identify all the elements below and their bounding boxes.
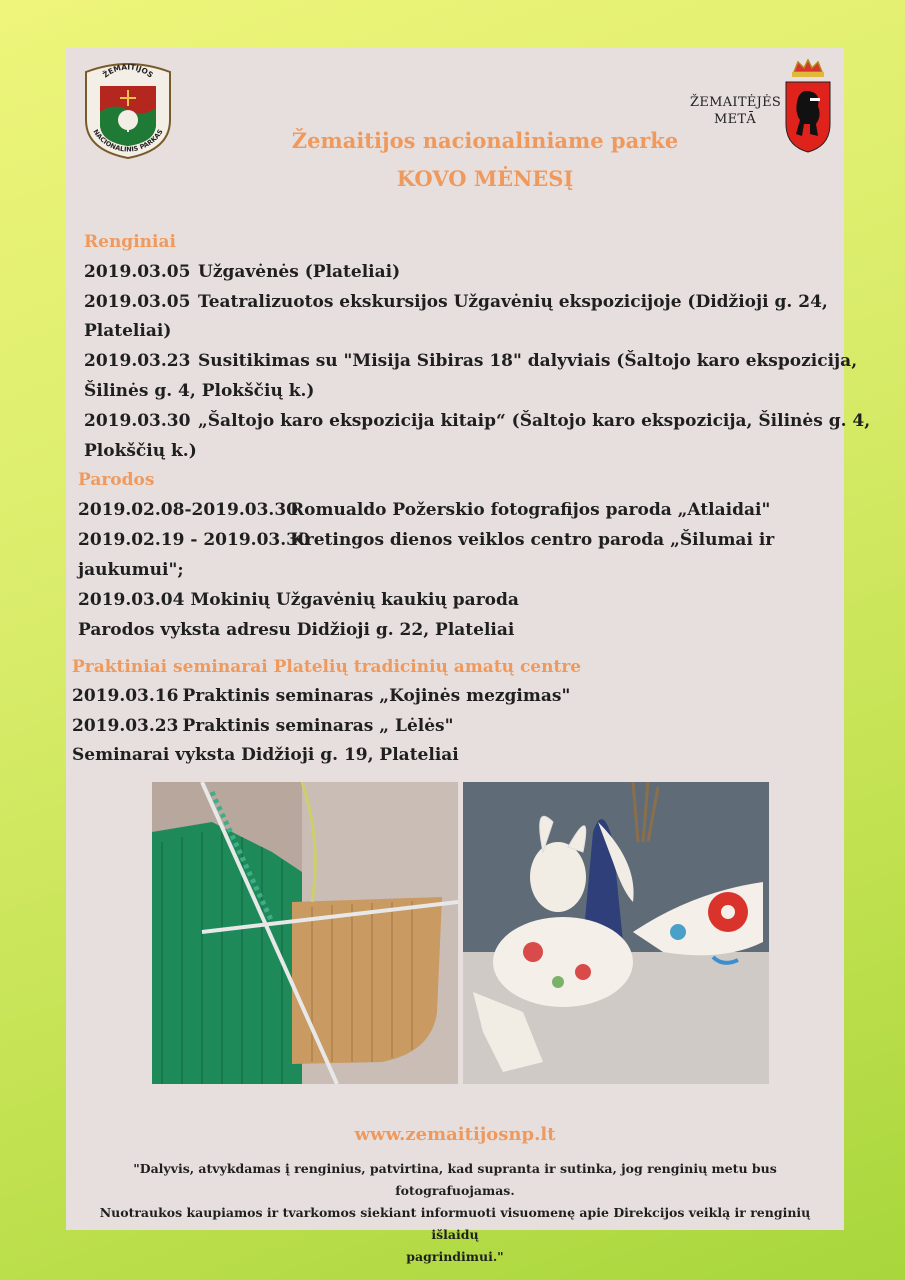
event-text: Užgavėnės (Plateliai) (198, 262, 401, 282)
event-text: Teatralizuotos ekskursijos Užgavėnių ekspozicijoje (Didžioji g. 24, (198, 292, 828, 312)
park-logo-text-bottom: NACIONALINIS PARKAS (91, 127, 165, 154)
event-date: 2019.03.05 (84, 292, 191, 312)
exhibition-row (78, 500, 770, 520)
disclaimer-line: Nuotraukos kaupiamos ir tvarkomos siekiant informuoti visuomenę apie Direkcijos veiklą ir renginių išlaidų (99, 1205, 811, 1242)
page-title: Žemaitijos nacionaliniame parke (291, 128, 679, 153)
event-text-continued: Plokščių k.) (84, 441, 197, 461)
poster-card (66, 48, 871, 1264)
exhibition-row (78, 530, 774, 550)
event-row (84, 351, 857, 371)
disclaimer-line: pagrindimui." (406, 1249, 504, 1264)
section-renginiai-heading: Renginiai (84, 232, 176, 252)
event-row (84, 262, 400, 282)
event-text-continued: Plateliai) (84, 321, 172, 341)
seminar-row (72, 716, 453, 736)
event-row (84, 292, 828, 312)
event-text-continued: Šilinės g. 4, Plokščių k.) (84, 381, 315, 401)
event-text: „Šaltojo karo ekspozicija kitaip“ (Šaltojo karo ekspozicija, Šilinės g. 4, (198, 411, 871, 431)
event-date: 2019.03.05 (84, 262, 191, 282)
disclaimer-line: "Dalyvis, atvykdamas į renginius, patvirtina, kad supranta ir sutinka, jog renginių metu bus fotografuojamas. (133, 1161, 777, 1198)
exhibitions-address: Parodos vyksta adresu Didžioji g. 22, Plateliai (78, 620, 515, 640)
seminar-date: 2019.03.16 (72, 686, 179, 706)
event-row (84, 411, 870, 431)
seminar-row (72, 686, 570, 706)
year-logo-text (690, 94, 780, 128)
website-url[interactable]: www.zemaitijosnp.lt (354, 1124, 556, 1145)
exhibition-date: 2019.02.19 - 2019.03.30 (78, 530, 310, 550)
exhibition-row (78, 590, 519, 610)
section-seminarai-heading: Praktiniai seminarai Platelių tradicinių amatų centre (72, 657, 582, 677)
knitting-photo (152, 782, 458, 1084)
year-logo-line1: ŽEMAITĖJĖS (690, 95, 782, 110)
textile-dolls-photo (463, 782, 769, 1084)
page-subtitle: KOVO MĖNESĮ (396, 166, 574, 191)
exhibition-text: Kretingos dienos veiklos centro paroda „Šilumai ir (290, 530, 775, 550)
seminars-address: Seminarai vyksta Didžioji g. 19, Plateliai (72, 745, 459, 765)
exhibition-text: Romualdo Požerskio fotografijos paroda „Atlaidai" (290, 500, 771, 520)
exhibition-text-continued: jaukumui"; (78, 560, 184, 580)
seminar-date: 2019.03.23 (72, 716, 179, 736)
event-date: 2019.03.23 (84, 351, 191, 371)
exhibition-date: 2019.02.08-2019.03.30 (78, 500, 298, 520)
exhibition-text: Mokinių Užgavėnių kaukių paroda (190, 590, 519, 610)
event-date: 2019.03.30 (84, 411, 191, 431)
year-logo-line2: METĀ (713, 112, 757, 127)
seminar-text: Praktinis seminaras „ Lėlės" (182, 716, 454, 736)
seminar-text: Praktinis seminaras „Kojinės mezgimas" (182, 686, 571, 706)
exhibition-date: 2019.03.04 (78, 590, 185, 610)
photo-consent-disclaimer (90, 1158, 820, 1268)
event-text: Susitikimas su "Misija Sibiras 18" dalyviais (Šaltojo karo ekspozicija, (198, 351, 858, 371)
park-logo-text-top: ŽEMAITIJOS (101, 62, 155, 80)
section-parodos-heading: Parodos (78, 470, 155, 490)
